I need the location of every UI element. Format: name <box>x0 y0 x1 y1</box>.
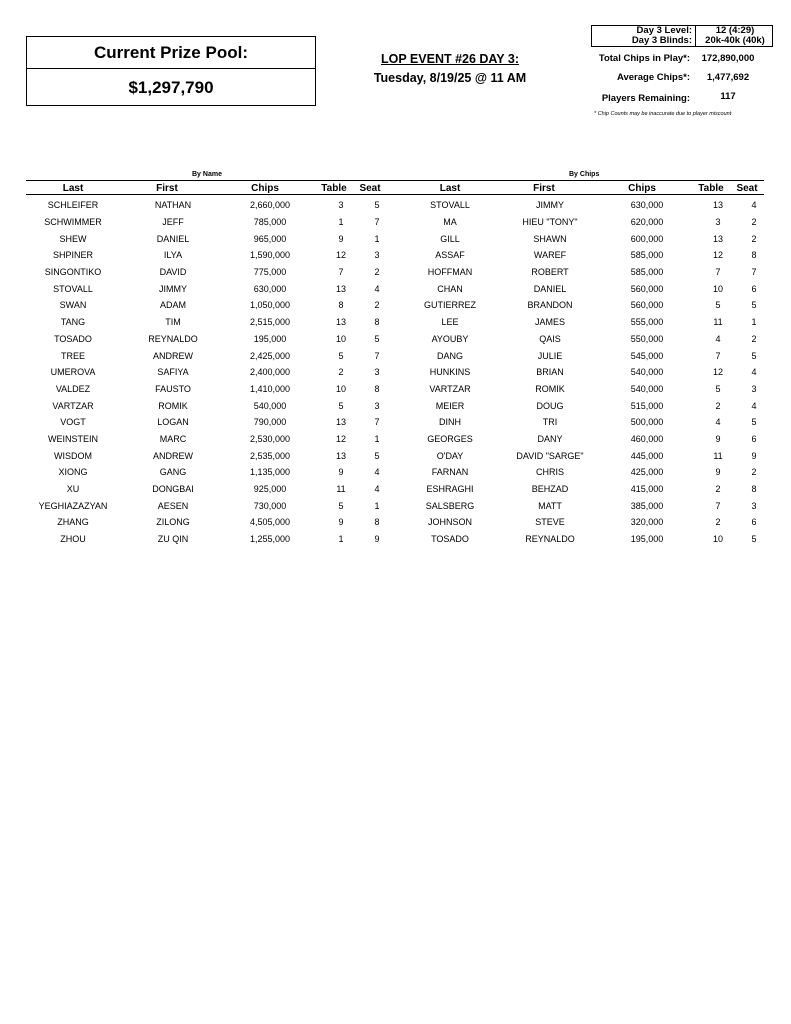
cell-seat: 1 <box>374 500 380 511</box>
table-row <box>397 347 769 364</box>
cell-last: VOGT <box>60 417 86 428</box>
table-row <box>20 230 392 247</box>
cell-table: 5 <box>338 400 344 411</box>
cell-seat: 9 <box>374 534 380 545</box>
table-row <box>20 431 392 448</box>
cell-seat: 9 <box>751 450 757 461</box>
cell-first: DANIEL <box>533 283 567 294</box>
cell-chips: 1,050,000 <box>249 300 291 311</box>
cell-first: DANY <box>537 433 563 444</box>
cell-last: LEE <box>441 317 459 328</box>
cell-seat: 2 <box>751 467 757 478</box>
event-title: LOP EVENT #26 DAY 3: <box>380 52 520 66</box>
cell-chips: 2,400,000 <box>249 367 291 378</box>
cell-chips: 585,000 <box>630 250 664 261</box>
cell-first: LOGAN <box>157 417 189 428</box>
cell-table: 7 <box>715 500 721 511</box>
cell-table: 2 <box>338 367 344 378</box>
cell-table: 11 <box>713 450 723 461</box>
cell-last: DINH <box>439 417 461 428</box>
cell-first: JIMMY <box>536 200 564 211</box>
cell-first: ANDREW <box>153 450 193 461</box>
cell-chips: 550,000 <box>630 333 664 344</box>
cell-last: SINGONTIKO <box>44 267 102 278</box>
cell-first: DOUG <box>536 400 564 411</box>
cell-table: 2 <box>715 484 721 495</box>
cell-chips: 1,255,000 <box>249 534 291 545</box>
cell-chips: 560,000 <box>630 283 664 294</box>
cell-table: 4 <box>715 417 721 428</box>
cell-last: UMEROVA <box>50 367 96 378</box>
players-remaining-label: Players Remaining: <box>601 93 690 104</box>
cell-first: BRIAN <box>536 367 564 378</box>
cell-last: JOHNSON <box>427 517 472 528</box>
cell-last: TANG <box>60 317 86 328</box>
table-row <box>20 280 392 297</box>
cell-table: 10 <box>335 383 346 394</box>
cell-seat: 4 <box>374 467 380 478</box>
cell-last: VARTZAR <box>429 383 471 394</box>
cell-last: SCHLEIFER <box>47 200 99 211</box>
cell-last: STOVALL <box>53 283 93 294</box>
cell-first: SHAWN <box>533 233 567 244</box>
cell-table: 5 <box>715 300 721 311</box>
table-row <box>397 331 769 348</box>
table-row <box>397 297 769 314</box>
cell-first: HIEU "TONY" <box>522 217 578 228</box>
cell-last: ESHRAGHI <box>426 484 474 495</box>
cell-first: REYNALDO <box>525 534 575 545</box>
cell-seat: 2 <box>751 233 757 244</box>
cell-seat: 4 <box>751 200 757 211</box>
cell-seat: 2 <box>751 333 757 344</box>
cell-last: TREE <box>60 350 85 361</box>
cell-table: 4 <box>715 333 721 344</box>
col-seat-header: Seat <box>359 183 381 194</box>
table-row <box>397 197 769 214</box>
table-row <box>20 247 392 264</box>
cell-seat: 1 <box>751 317 757 328</box>
table-row <box>397 214 769 231</box>
col-last-header: Last <box>62 183 84 194</box>
by-name-table <box>20 197 392 547</box>
cell-table: 9 <box>715 433 721 444</box>
cell-first: MARC <box>159 433 187 444</box>
table-row <box>397 264 769 281</box>
cell-last: FARNAN <box>431 467 469 478</box>
cell-seat: 7 <box>374 350 380 361</box>
cell-seat: 5 <box>374 450 380 461</box>
col-first-header-2: First <box>533 183 555 194</box>
cell-chips: 925,000 <box>253 484 287 495</box>
cell-chips: 445,000 <box>630 450 664 461</box>
cell-chips: 775,000 <box>253 267 287 278</box>
cell-table: 9 <box>715 467 721 478</box>
cell-first: JEFF <box>162 217 184 228</box>
header-top-rule <box>26 180 764 181</box>
cell-last: O'DAY <box>436 450 464 461</box>
col-table-header: Table <box>321 183 347 194</box>
cell-seat: 5 <box>751 300 757 311</box>
cell-seat: 8 <box>374 317 380 328</box>
table-row <box>20 531 392 548</box>
cell-table: 9 <box>338 467 344 478</box>
col-table-header-2: Table <box>698 183 724 194</box>
table-row <box>397 247 769 264</box>
cell-first: NATHAN <box>154 200 192 211</box>
cell-table: 5 <box>715 383 721 394</box>
table-row <box>397 464 769 481</box>
cell-chips: 545,000 <box>630 350 664 361</box>
cell-seat: 6 <box>751 433 757 444</box>
cell-last: SWAN <box>59 300 87 311</box>
col-first-header: First <box>156 183 178 194</box>
cell-table: 3 <box>338 200 344 211</box>
event-date: Tuesday, 8/19/25 @ 11 AM <box>373 71 527 85</box>
table-row <box>20 514 392 531</box>
cell-chips: 965,000 <box>253 233 287 244</box>
header-bottom-rule <box>26 194 764 195</box>
prize-pool-box <box>26 36 316 106</box>
cell-first: ROBERT <box>531 267 569 278</box>
table-row <box>397 397 769 414</box>
table-row <box>20 347 392 364</box>
table-row <box>397 414 769 431</box>
cell-chips: 195,000 <box>253 333 287 344</box>
cell-first: ZU QIN <box>157 534 189 545</box>
chip-count-note: * Chip Counts may be inaccurate due to player miscount <box>594 111 732 117</box>
cell-seat: 2 <box>374 300 380 311</box>
cell-last: SALSBERG <box>425 500 475 511</box>
table-row <box>397 230 769 247</box>
cell-first: REYNALDO <box>148 333 198 344</box>
cell-table: 10 <box>712 283 723 294</box>
table-row <box>20 331 392 348</box>
cell-seat: 4 <box>751 400 757 411</box>
table-row <box>397 481 769 498</box>
cell-chips: 195,000 <box>630 534 664 545</box>
cell-table: 11 <box>336 484 346 495</box>
cell-last: SHPINER <box>52 250 93 261</box>
cell-first: ROMIK <box>535 383 565 394</box>
cell-chips: 785,000 <box>253 217 287 228</box>
table-row <box>20 447 392 464</box>
table-row <box>20 297 392 314</box>
table-row <box>20 364 392 381</box>
cell-table: 9 <box>338 233 344 244</box>
cell-table: 1 <box>338 217 344 228</box>
cell-last: STOVALL <box>430 200 470 211</box>
cell-first: ANDREW <box>153 350 193 361</box>
table-row <box>20 481 392 498</box>
col-chips-header: Chips <box>251 183 279 194</box>
cell-first: DONGBAI <box>152 484 194 495</box>
col-last-header-2: Last <box>439 183 461 194</box>
cell-table: 12 <box>335 433 346 444</box>
cell-seat: 2 <box>751 217 757 228</box>
cell-chips: 630,000 <box>253 283 287 294</box>
cell-chips: 515,000 <box>630 400 664 411</box>
average-chips-value: 1,477,692 <box>706 72 750 83</box>
cell-chips: 2,425,000 <box>249 350 291 361</box>
cell-seat: 5 <box>751 417 757 428</box>
cell-chips: 730,000 <box>253 500 287 511</box>
cell-table: 8 <box>338 300 344 311</box>
cell-seat: 8 <box>374 517 380 528</box>
cell-last: AYOUBY <box>431 333 469 344</box>
cell-table: 10 <box>712 534 723 545</box>
cell-seat: 5 <box>751 350 757 361</box>
cell-chips: 1,590,000 <box>249 250 291 261</box>
cell-last: WEINSTEIN <box>47 433 98 444</box>
cell-table: 13 <box>335 317 346 328</box>
cell-table: 2 <box>715 517 721 528</box>
table-row <box>397 364 769 381</box>
cell-table: 13 <box>335 417 346 428</box>
by-chips-label: By Chips <box>569 171 600 178</box>
cell-chips: 540,000 <box>253 400 287 411</box>
prize-pool-title: Current Prize Pool: <box>27 37 315 69</box>
cell-first: QAIS <box>539 333 561 344</box>
cell-first: MATT <box>538 500 562 511</box>
cell-last: TOSADO <box>54 333 92 344</box>
table-row <box>397 314 769 331</box>
cell-first: JULIE <box>537 350 563 361</box>
cell-table: 7 <box>338 267 344 278</box>
cell-seat: 1 <box>374 233 380 244</box>
total-chips-label: Total Chips in Play*: <box>598 53 690 64</box>
level-info-box <box>591 25 773 47</box>
cell-seat: 8 <box>374 383 380 394</box>
cell-table: 7 <box>715 350 721 361</box>
table-row <box>397 531 769 548</box>
cell-table: 12 <box>712 367 723 378</box>
cell-seat: 5 <box>374 200 380 211</box>
cell-chips: 320,000 <box>630 517 664 528</box>
cell-last: MA <box>443 217 457 228</box>
table-row <box>20 197 392 214</box>
cell-chips: 425,000 <box>630 467 664 478</box>
cell-chips: 385,000 <box>630 500 664 511</box>
cell-seat: 3 <box>374 250 380 261</box>
cell-chips: 2,515,000 <box>249 317 291 328</box>
cell-last: MEIER <box>435 400 465 411</box>
cell-chips: 540,000 <box>630 367 664 378</box>
cell-last: GILL <box>440 233 460 244</box>
cell-table: 5 <box>338 350 344 361</box>
cell-chips: 2,530,000 <box>249 433 291 444</box>
cell-seat: 3 <box>751 383 757 394</box>
cell-table: 12 <box>335 250 346 261</box>
cell-seat: 6 <box>751 283 757 294</box>
cell-seat: 2 <box>374 267 380 278</box>
by-chips-table <box>397 197 769 547</box>
cell-first: BRANDON <box>527 300 573 311</box>
players-remaining-value: 117 <box>720 91 736 102</box>
cell-table: 13 <box>335 450 346 461</box>
cell-table: 13 <box>712 200 723 211</box>
cell-first: GANG <box>159 467 187 478</box>
cell-last: GEORGES <box>427 433 473 444</box>
cell-last: XU <box>66 484 80 495</box>
cell-table: 9 <box>338 517 344 528</box>
cell-seat: 8 <box>751 484 757 495</box>
cell-chips: 2,535,000 <box>249 450 291 461</box>
table-row <box>397 381 769 398</box>
cell-table: 2 <box>715 400 721 411</box>
cell-first: STEVE <box>535 517 565 528</box>
cell-first: JIMMY <box>159 283 187 294</box>
cell-chips: 415,000 <box>630 484 664 495</box>
by-name-label: By Name <box>192 171 222 178</box>
cell-chips: 620,000 <box>630 217 664 228</box>
cell-first: ILYA <box>163 250 183 261</box>
cell-first: ADAM <box>159 300 186 311</box>
cell-chips: 630,000 <box>630 200 664 211</box>
cell-table: 7 <box>715 267 721 278</box>
cell-table: 12 <box>712 250 723 261</box>
cell-first: ROMIK <box>158 400 188 411</box>
cell-last: ASSAF <box>435 250 465 261</box>
blinds-label: Day 3 Blinds: <box>631 35 692 46</box>
cell-last: HOFFMAN <box>427 267 473 278</box>
average-chips-label: Average Chips*: <box>616 72 690 83</box>
cell-last: VALDEZ <box>55 383 91 394</box>
blinds-value: 20k-40k (40k) <box>705 35 765 46</box>
table-row <box>397 497 769 514</box>
table-row <box>20 381 392 398</box>
cell-last: SCHWIMMER <box>44 217 102 228</box>
cell-seat: 5 <box>751 534 757 545</box>
total-chips-value: 172,890,000 <box>701 53 755 64</box>
cell-first: JAMES <box>534 317 565 328</box>
cell-seat: 8 <box>751 250 757 261</box>
cell-table: 5 <box>338 500 344 511</box>
table-row <box>20 264 392 281</box>
cell-first: SAFIYA <box>157 367 189 378</box>
table-row <box>397 431 769 448</box>
level-label: Day 3 Level: <box>636 25 692 36</box>
cell-first: ZILONG <box>156 517 190 528</box>
cell-chips: 560,000 <box>630 300 664 311</box>
cell-chips: 4,505,000 <box>249 517 291 528</box>
cell-seat: 3 <box>751 500 757 511</box>
table-row <box>20 314 392 331</box>
cell-seat: 3 <box>374 367 380 378</box>
cell-last: YEGHIAZAZYAN <box>38 500 108 511</box>
cell-last: XIONG <box>58 467 88 478</box>
cell-chips: 790,000 <box>253 417 287 428</box>
cell-last: WISDOM <box>54 450 92 461</box>
cell-chips: 600,000 <box>630 233 664 244</box>
table-row <box>397 280 769 297</box>
cell-seat: 6 <box>751 517 757 528</box>
cell-seat: 1 <box>374 433 380 444</box>
cell-last: SHEW <box>59 233 87 244</box>
cell-seat: 5 <box>374 333 380 344</box>
cell-table: 11 <box>713 317 723 328</box>
table-row <box>20 464 392 481</box>
cell-seat: 7 <box>374 217 380 228</box>
col-chips-header-2: Chips <box>628 183 656 194</box>
cell-chips: 540,000 <box>630 383 664 394</box>
level-value: 12 (4:29) <box>715 25 755 36</box>
table-row <box>397 514 769 531</box>
cell-last: GUTIERREZ <box>423 300 476 311</box>
table-row <box>20 397 392 414</box>
cell-seat: 3 <box>374 400 380 411</box>
cell-first: FAUSTO <box>155 383 191 394</box>
cell-first: DANIEL <box>156 233 190 244</box>
cell-first: AESEN <box>157 500 189 511</box>
cell-table: 13 <box>712 233 723 244</box>
cell-last: ZHANG <box>57 517 89 528</box>
cell-chips: 1,135,000 <box>249 467 291 478</box>
cell-table: 1 <box>338 534 344 545</box>
table-row <box>397 447 769 464</box>
cell-first: CHRIS <box>535 467 564 478</box>
cell-first: BEHZAD <box>531 484 569 495</box>
cell-first: DAVID "SARGE" <box>516 450 584 461</box>
table-row <box>20 414 392 431</box>
cell-chips: 460,000 <box>630 433 664 444</box>
cell-table: 10 <box>335 333 346 344</box>
cell-chips: 500,000 <box>630 417 664 428</box>
cell-last: TOSADO <box>431 534 469 545</box>
cell-last: CHAN <box>437 283 463 294</box>
cell-last: DANG <box>436 350 463 361</box>
cell-seat: 7 <box>374 417 380 428</box>
table-row <box>20 214 392 231</box>
cell-last: ZHOU <box>60 534 86 545</box>
cell-seat: 4 <box>751 367 757 378</box>
cell-first: WAREF <box>533 250 567 261</box>
cell-first: TRI <box>542 417 558 428</box>
cell-first: DAVID <box>159 267 187 278</box>
cell-chips: 2,660,000 <box>249 200 291 211</box>
cell-table: 13 <box>335 283 346 294</box>
cell-seat: 7 <box>751 267 757 278</box>
table-row <box>20 497 392 514</box>
cell-chips: 555,000 <box>630 317 664 328</box>
cell-last: HUNKINS <box>429 367 471 378</box>
cell-seat: 4 <box>374 283 380 294</box>
prize-pool-amount: $1,297,790 <box>128 78 214 97</box>
col-seat-header-2: Seat <box>736 183 758 194</box>
cell-chips: 585,000 <box>630 267 664 278</box>
cell-table: 3 <box>715 217 721 228</box>
cell-first: TIM <box>165 317 181 328</box>
cell-chips: 1,410,000 <box>249 383 291 394</box>
cell-seat: 4 <box>374 484 380 495</box>
cell-last: VARTZAR <box>52 400 94 411</box>
